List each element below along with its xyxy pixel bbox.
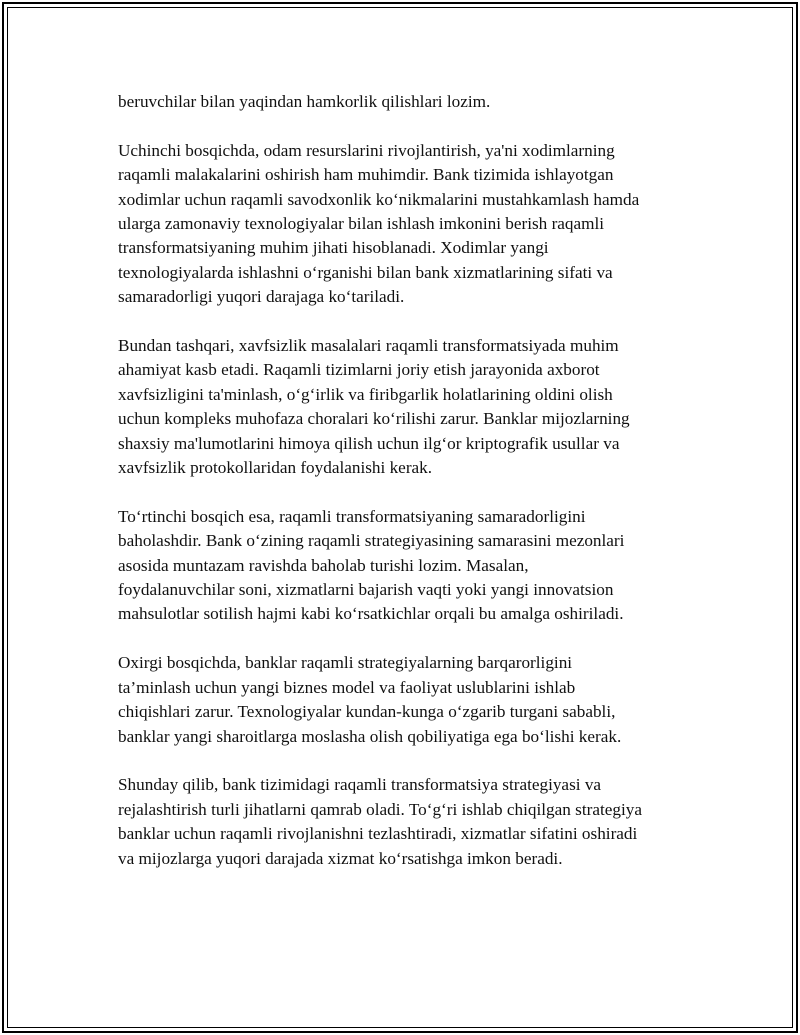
text-line: asosida muntazam ravishda baholab turishi lozim. Masalan, [118,555,529,575]
text-line: ularga zamonaviy texnologiyalar bilan ishlash imkonini berish raqamli [118,214,605,234]
paragraph-3 [118,334,688,480]
text-line: rejalashtirish turli jihatlarni qamrab oladi. To‘g‘ri ishlab chiqilgan strategiya [118,799,642,819]
paragraph-5 [118,651,688,749]
text-line: xavfsizligini ta'minlash, o‘g‘irlik va firibgarlik holatlarining oldini olish [118,384,613,404]
text-line: raqamli malakalarini oshirish ham muhimdir. Bank tizimida ishlayotgan [118,165,614,185]
text-line: xodimlar uchun raqamli savodxonlik ko‘nikmalarini mustahkamlash hamda [118,189,640,209]
paragraph-4 [118,505,688,627]
text-line: va mijozlarga yuqori darajada xizmat ko‘rsatishga imkon beradi. [118,848,563,868]
text-line: Shunday qilib, bank tizimidagi raqamli transformatsiya strategiyasi va [118,775,602,795]
text-line: Uchinchi bosqichda, odam resurslarini rivojlantirish, ya'ni xodimlarning [118,140,615,160]
text-line: baholashdir. Bank o‘zining raqamli strategiyasining samarasini mezonlari [118,531,625,551]
text-line: chiqishlari zarur. Texnologiyalar kundan-kunga o‘zgarib turgani sababli, [118,702,616,722]
text-line: foydalanuvchilar soni, xizmatlarni bajarish vaqti yoki yangi innovatsion [118,580,614,600]
text-line: Bundan tashqari, xavfsizlik masalalari raqamli transformatsiyada muhim [118,336,619,356]
paragraph-1 [118,90,688,114]
text-line: uchun kompleks muhofaza choralari ko‘rilishi zarur. Banklar mijozlarning [118,409,630,429]
text-line: beruvchilar bilan yaqindan hamkorlik qilishlari lozim. [118,92,491,111]
text-line: shaxsiy ma'lumotlarini himoya qilish uchun ilg‘or kriptografik usullar va [118,433,620,453]
document-body [118,90,688,895]
text-line: samaradorligi yuqori darajaga ko‘tariladi. [118,287,405,307]
text-line: banklar yangi sharoitlarga moslasha olish qobiliyatiga ega bo‘lishi kerak. [118,726,622,746]
text-line: Oxirgi bosqichda, banklar raqamli strategiyalarning barqarorligini [118,653,573,673]
text-line: banklar uchun raqamli rivojlanishni tezlashtiradi, xizmatlar sifatini oshiradi [118,824,638,844]
paragraph-2 [118,139,688,310]
text-line: mahsulotlar sotilish hajmi kabi ko‘rsatkichlar orqali bu amalga oshiriladi. [118,604,624,624]
text-line: texnologiyalarda ishlashni o‘rganishi bilan bank xizmatlarining sifati va [118,262,613,282]
text-line: xavfsizlik protokollaridan foydalanishi kerak. [118,458,433,478]
text-line: ta’minlash uchun yangi biznes model va faoliyat uslublarini ishlab [118,677,576,697]
text-line: ahamiyat kasb etadi. Raqamli tizimlarni joriy etish jarayonida axborot [118,360,600,380]
text-line: To‘rtinchi bosqich esa, raqamli transformatsiyaning samaradorligini [118,506,586,526]
text-line: transformatsiyaning muhim jihati hisoblanadi. Xodimlar yangi [118,238,549,258]
paragraph-6 [118,773,688,871]
